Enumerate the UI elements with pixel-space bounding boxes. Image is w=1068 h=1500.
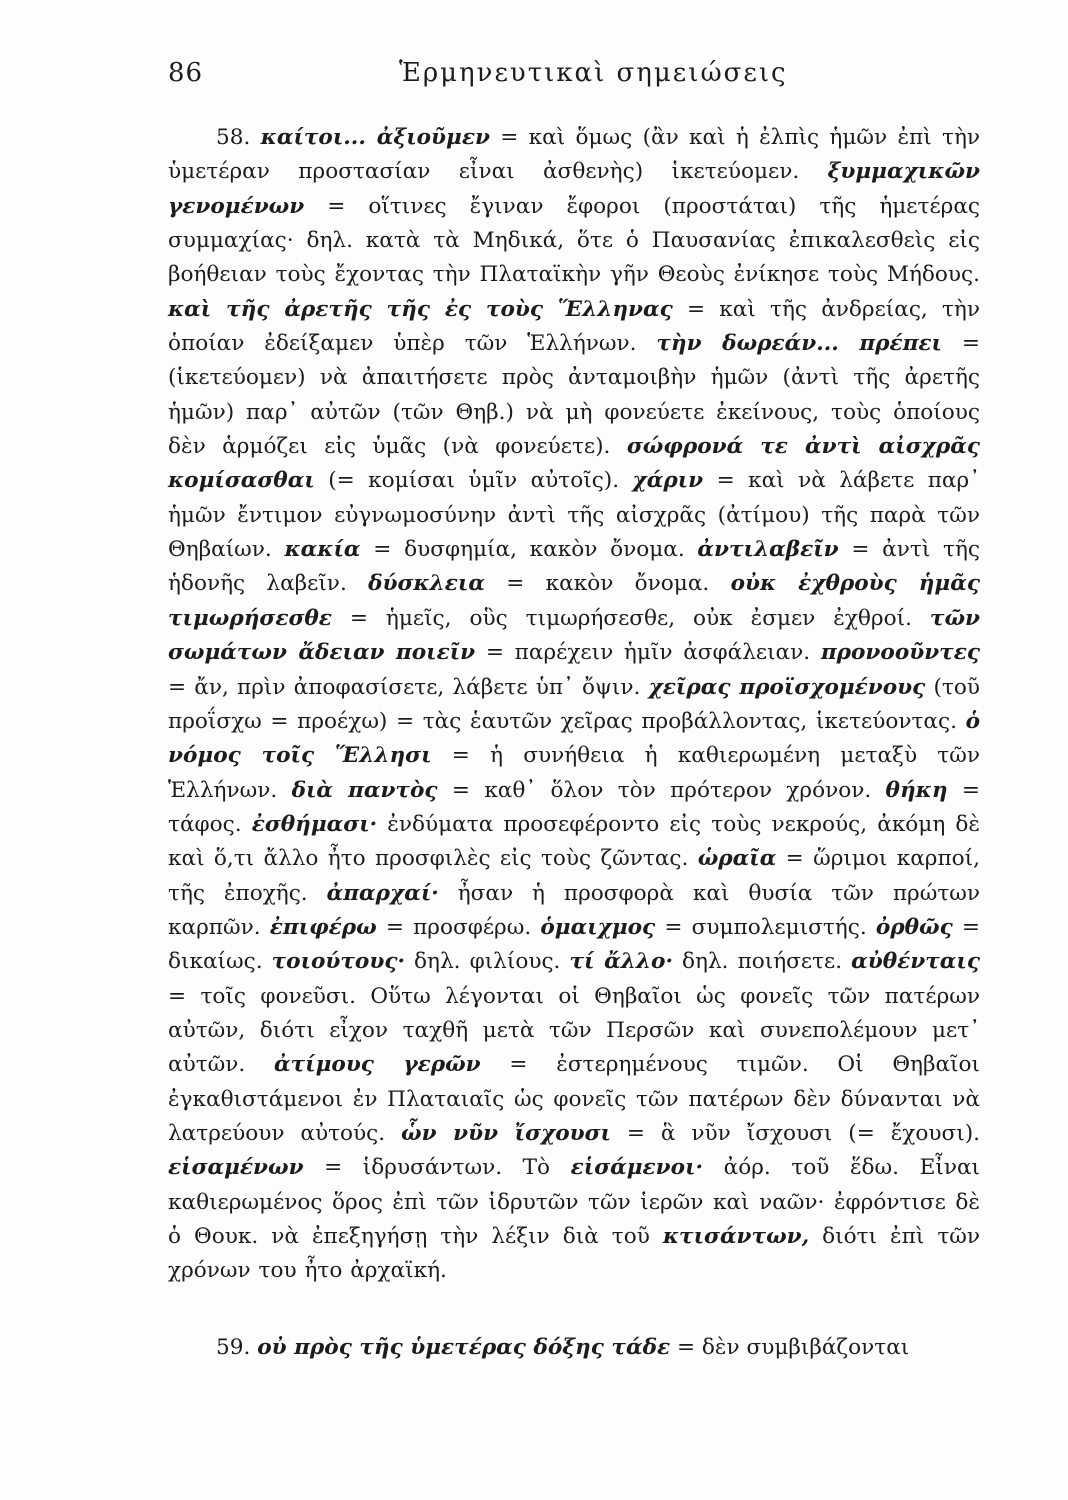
gloss: διότι ἐπὶ τῶν χρόνων του ἦτο ἀρχαϊκή. <box>168 1224 981 1284</box>
note-58 <box>168 121 980 1289</box>
lemma: τοιούτους· <box>271 949 405 975</box>
lemma: ξυμμαχικῶν γενομένων <box>168 159 980 219</box>
lemma: σώφρονά τε ἀντὶ αἰσχρᾶς κομίσασθαι <box>168 434 980 494</box>
gloss: = δὲν συμβιβάζονται <box>670 1335 910 1360</box>
lemma: προνοοῦντες <box>820 640 980 666</box>
gloss: = κακὸν ὄνομα. <box>484 571 731 597</box>
lemma: χεῖρας προϊσχομένους <box>648 674 926 700</box>
gloss: ἀόρ. τοῦ ἕδω. Εἶναι καθιερωμένος ὅρος ἐπὶ τῶν ἱδρυτῶν τῶν ἱερῶν καὶ ναῶν· ἐφρόντισε δὲ ὁ Θουκ. νὰ ἐπεξηγήσῃ τὴν λέξιν διὰ τοῦ <box>168 1155 980 1249</box>
gloss: = ἀντὶ τῆς ἡδονῆς λαβεῖν. <box>168 537 980 597</box>
note-number: 59. <box>216 1335 258 1360</box>
gloss: = παρέχειν ἡμῖν ἀσφάλειαν. <box>475 640 821 666</box>
lemma: ἀπαρχαί· <box>326 880 439 906</box>
gloss: = ἐστερημένους τιμῶν. Οἱ Θηβαῖοι ἐγκαθιστάμενοι ἐν Πλαταιαῖς ὡς φονεῖς τῶν πατέρων δὲν δύνανται νὰ λατρεύουν αὐτούς. <box>168 1052 980 1146</box>
lemma: θήκη <box>885 777 948 803</box>
lemma: ὧν νῦν ἴσχουσι <box>401 1120 612 1146</box>
lemma: ἐσθήμασι· <box>251 811 378 837</box>
gloss: = συμπολεμιστής. <box>655 914 876 940</box>
gloss: δηλ. ποιήσετε. <box>672 949 852 975</box>
lemma: χάριν <box>632 468 704 494</box>
lemma: ὁ νόμος τοῖς Ἕλλησι <box>168 708 980 769</box>
gloss: (τοῦ προΐσχω = προέχω) = τὰς ἑαυτῶν χεῖρας προβάλλοντας, ἱκετεύοντας. <box>168 674 980 734</box>
gloss: = ἃ νῦν ἴσχουσι (= ἔχουσι). <box>611 1120 980 1146</box>
note-59 <box>168 1331 980 1365</box>
gloss: ἦσαν ἡ προσφορὰ καὶ θυσία τῶν πρώτων καρπῶν. <box>168 880 980 940</box>
gloss: = (ἱκετεύομεν) νὰ ἀπαιτήσετε πρὸς ἀνταμοιβὴν ἡμῶν (ἀντὶ τῆς ἀρετῆς ἡμῶν) παρ᾽ αὐτῶν (τῶν Θηβ.) νὰ μὴ φονεύετε ἐκείνους, τοὺς ὁποίους δὲν ἁρμόζει εἰς ὑμᾶς (νὰ φονεύετε). <box>168 331 980 460</box>
lemma: κακία <box>284 537 361 563</box>
lemma: καίτοι... ἀξιοῦμεν <box>260 125 490 150</box>
lemma: τῶν σωμάτων ἄδειαν ποιεῖν <box>168 605 980 666</box>
lemma: ἐπιφέρω <box>269 914 377 940</box>
page-header <box>168 58 980 98</box>
gloss: ἐνδύματα προσεφέροντο εἰς τοὺς νεκρούς, ἀκόμη δὲ καὶ ὅ,τι ἄλλο ἦτο προσφιλὲς εἰς τοὺς ζῶντας. <box>168 811 980 872</box>
lemma: τί ἄλλο· <box>569 949 673 975</box>
lemma: κτισάντων, <box>662 1224 810 1249</box>
lemma: ὡραῖα <box>697 846 777 872</box>
gloss: = οἵτινες ἔγιναν ἔφοροι (προστάται) τῆς ἡμετέρας συμμαχίας· δηλ. κατὰ τὰ Μηδικά, ὅτε ὁ Παυσανίας ἐπικαλεσθεὶς εἰς βοήθειαν τοὺς ἔχοντας τὴν Πλαταϊκὴν γῆν Θεοὺς ἐνίκησε τοὺς Μήδους. <box>168 193 980 288</box>
lemma: καὶ τῆς ἀρετῆς τῆς ἐς τοὺς Ἕλληνας <box>168 296 673 322</box>
gloss: (= κομίσαι ὑμῖν αὐτοῖς). <box>314 468 633 494</box>
lemma: εἱσαμένων <box>168 1155 304 1181</box>
lemma: εἱσάμενοι· <box>570 1155 704 1181</box>
gloss: = ἱδρυσάντων. Τὸ <box>303 1155 571 1181</box>
note-number: 58. <box>216 125 261 150</box>
gloss: = ὥριμοι καρποί, τῆς ἐποχῆς. <box>168 846 980 906</box>
lemma: οὐκ ἐχθροὺς ἡμᾶς τιμωρήσεσθε <box>168 571 980 631</box>
gloss: = ἄν, πρὶν ἀποφασίσετε, λάβετε ὑπ᾽ ὄψιν. <box>168 674 649 700</box>
gloss: = ἡ συνήθεια ἡ καθιερωμένη μεταξὺ τῶν Ἑλλήνων. <box>168 743 980 803</box>
lemma: διὰ παντὸς <box>291 777 438 803</box>
gloss: = ἡμεῖς, οὓς τιμωρήσεσθε, οὐκ ἐσμεν ἐχθροί. <box>331 605 930 631</box>
lemma: οὐ πρὸς τῆς ὑμετέρας δόξης τάδε <box>257 1335 671 1360</box>
lemma: αὐθένταις <box>851 949 981 975</box>
lemma: δύσκλεια <box>368 571 485 597</box>
page-number: 86 <box>168 58 204 88</box>
gloss: = δικαίως. <box>168 914 980 975</box>
lemma: ἀντιλαβεῖν <box>697 537 839 563</box>
lemma: ὁμαιχμος <box>540 914 656 940</box>
gloss: = τοῖς φονεῦσι. Οὕτω λέγονται οἱ Θηβαῖοι ὡς φονεῖς τῶν πατέρων αὐτῶν, διότι εἶχον ταχθῆ μετὰ τῶν Περσῶν καὶ συνεπολέμουν μετ᾽ αὐτῶν. <box>168 983 980 1078</box>
gloss: = προσφέρω. <box>376 914 541 940</box>
gloss: δηλ. φιλίους. <box>405 949 570 975</box>
gloss: = δυσφημία, κακὸν ὄνομα. <box>360 537 698 563</box>
lemma: ὀρθῶς <box>875 914 953 940</box>
gloss: = καθ᾽ ὅλον τὸν πρότερον χρόνον. <box>437 777 886 803</box>
gloss: = τάφος. <box>168 777 980 837</box>
gloss: = καὶ νὰ λάβετε παρ᾽ ἡμῶν ἔντιμον εὐγνωμοσύνην ἀντὶ τῆς αἰσχρᾶς (ἀτίμου) τῆς παρὰ τῶν Θηβαίων. <box>168 468 980 563</box>
gloss: = καὶ ὅμως (ἂν καὶ ἡ ἐλπὶς ἡμῶν ἐπὶ τὴν ὑμετέραν προστασίαν εἶναι ἀσθενὴς) ἱκετεύομεν. <box>168 125 981 185</box>
lemma: τὴν δωρεάν... πρέπει <box>656 331 942 357</box>
lemma: ἀτίμους γερῶν <box>274 1052 481 1078</box>
gloss: = καὶ τῆς ἀνδρείας, τὴν ὁποίαν ἐδείξαμεν ὑπὲρ τῶν Ἑλλήνων. <box>168 296 980 357</box>
running-title: Ἑρμηνευτικαὶ σημειώσεις <box>399 58 788 88</box>
